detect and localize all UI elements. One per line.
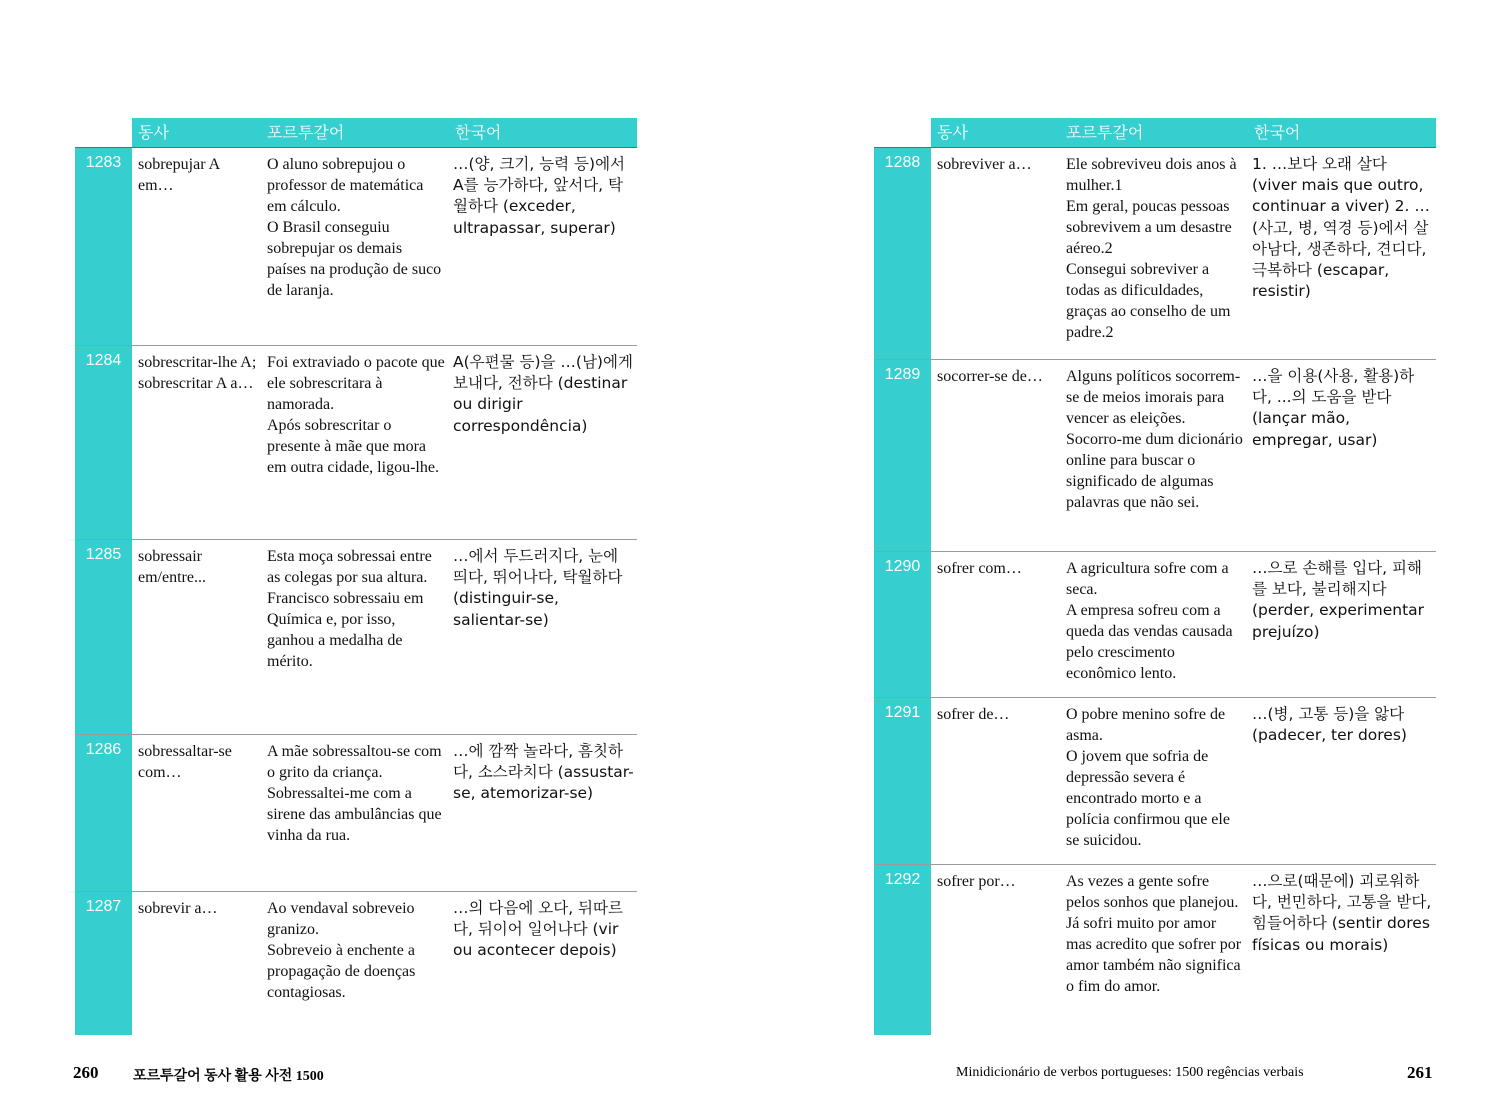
header-verb: 동사	[132, 118, 261, 147]
entry-examples	[261, 346, 449, 539]
verb-table-left	[75, 118, 637, 1035]
example-sentence: Em geral, poucas pessoas sobrevivem a um desastre aéreo.2	[1066, 198, 1232, 257]
table-row	[75, 734, 637, 891]
entry-examples	[1060, 148, 1248, 359]
table-row	[874, 697, 1436, 864]
header-verb: 동사	[931, 118, 1060, 147]
entry-number: 1283	[75, 148, 132, 345]
table-header	[874, 118, 1436, 148]
entry-verb: sofrer de…	[937, 706, 1010, 723]
example-sentence: Socorro-me dum dicionário online para buscar o significado de algumas palavras que não sei.	[1066, 431, 1243, 511]
page-number: 261	[1407, 1063, 1433, 1082]
entry-number: 1290	[874, 552, 931, 697]
entry-number: 1288	[874, 148, 931, 359]
entry-verb: sofrer por…	[937, 873, 1016, 890]
example-sentence: Esta moça sobressai entre as colegas por sua altura.	[267, 548, 432, 586]
table-row	[75, 148, 637, 345]
entry-verb: sobrevir a…	[138, 900, 218, 917]
example-sentence: O Brasil conseguiu sobrepujar os demais países na produção de suco de laranja.	[267, 219, 442, 299]
entry-number: 1284	[75, 346, 132, 539]
page-number: 260	[73, 1063, 99, 1082]
header-portuguese: 포르투갈어	[261, 118, 449, 147]
entry-verb: sobreviver a…	[937, 156, 1032, 173]
verb-table-right	[874, 118, 1436, 1035]
example-sentence: Consegui sobreviver a todas as dificuldades, graças ao conselho de um padre.2	[1066, 261, 1231, 341]
entry-number: 1285	[75, 540, 132, 734]
entry-examples	[261, 148, 449, 345]
entry-examples	[1060, 865, 1248, 1035]
entry-examples	[261, 735, 449, 891]
example-sentence: A mãe sobressaltou-se com o grito da criança.	[267, 743, 442, 781]
entry-korean: …(병, 고통 등)을 앓다 (padecer, ter dores)	[1252, 705, 1407, 745]
entry-verb: sofrer com…	[937, 560, 1022, 577]
entry-verb: sobrepujar A em…	[138, 156, 220, 194]
entry-examples	[261, 540, 449, 734]
header-portuguese: 포르투갈어	[1060, 118, 1248, 147]
entry-korean: …으로(때문에) 괴로워하다, 번민하다, 고통을 받다, 힘들어하다 (sentir dores físicas ou morais)	[1252, 872, 1432, 954]
example-sentence: Foi extraviado o pacote que ele sobrescritara à namorada.	[267, 354, 445, 413]
table-row	[75, 891, 637, 1035]
entry-number: 1287	[75, 892, 132, 1035]
example-sentence: Ele sobreviveu dois anos à mulher.1	[1066, 156, 1237, 194]
entry-examples	[1060, 360, 1248, 551]
entry-korean: …의 다음에 오다, 뒤따르다, 뒤이어 일어나다 (vir ou acontecer depois)	[453, 899, 623, 960]
entry-korean: …(양, 크기, 능력 등)에서 A를 능가하다, 앞서다, 탁월하다 (exceder, ultrapassar, superar)	[453, 155, 626, 237]
table-row	[75, 539, 637, 734]
entry-examples	[261, 892, 449, 1035]
table-header	[75, 118, 637, 148]
entry-korean: A(우편물 등)을 …(남)에게 보내다, 전하다 (destinar ou dirigir correspondência)	[453, 353, 633, 435]
running-footer-title: Minidicionário de verbos portugueses: 1500 regências verbais	[956, 1065, 1304, 1080]
entry-korean: …에 깜짝 놀라다, 흠칫하다, 소스라치다 (assustar-se, atemorizar-se)	[453, 742, 634, 803]
right-page	[756, 0, 1512, 1111]
table-row	[874, 359, 1436, 551]
example-sentence: O jovem que sofria de depressão severa é encontrado morto e a polícia confirmou que ele se suicidou.	[1066, 748, 1230, 849]
header-num-blank	[874, 118, 931, 147]
example-sentence: Sobreveio à enchente a propagação de doenças contagiosas.	[267, 942, 416, 1001]
example-sentence: O aluno sobrepujou o professor de matemática em cálculo.	[267, 156, 424, 215]
header-korean: 한국어	[449, 118, 637, 147]
example-sentence: Alguns políticos socorrem-se de meios imorais para vencer as eleições.	[1066, 368, 1241, 427]
entry-korean: …으로 손해를 입다, 피해를 보다, 불리해지다 (perder, experimentar prejuízo)	[1252, 559, 1425, 641]
table-row	[874, 148, 1436, 359]
entry-verb: socorrer-se de…	[937, 368, 1043, 385]
entry-korean: …에서 두드러지다, 눈에 띄다, 뛰어나다, 탁월하다 (distinguir-se, salientar-se)	[453, 547, 623, 629]
example-sentence: Sobressaltei-me com a sirene das ambulâncias que vinha da rua.	[267, 785, 442, 844]
entry-korean: …을 이용(사용, 활용)하다, ...의 도움을 받다 (lançar mão, empregar, usar)	[1252, 367, 1415, 449]
entry-korean: 1. …보다 오래 살다 (viver mais que outro, continuar a viver) 2. …(사고, 병, 역경 등)에서 살아남다, 생존하다, 견디다, 극복하다 (escapar, resistir)	[1252, 155, 1430, 301]
entry-examples	[1060, 698, 1248, 864]
table-row	[75, 345, 637, 539]
example-sentence: A empresa sofreu com a queda das vendas causada pelo crescimento econômico lento.	[1066, 602, 1233, 682]
running-footer-title: 포르투갈어 동사 활용 사전 1500	[133, 1069, 324, 1084]
header-korean: 한국어	[1248, 118, 1436, 147]
example-sentence: O pobre menino sofre de asma.	[1066, 706, 1226, 744]
table-row	[874, 864, 1436, 1035]
entry-verb: sobrescritar-lhe A; sobrescritar A a…	[138, 354, 257, 392]
example-sentence: Ao vendaval sobreveio granizo.	[267, 900, 415, 938]
example-sentence: Já sofri muito por amor mas acredito que sofrer por amor também não significa o fim do amor.	[1066, 915, 1242, 995]
example-sentence: A agricultura sofre com a seca.	[1066, 560, 1229, 598]
example-sentence: As vezes a gente sofre pelos sonhos que planejou.	[1066, 873, 1239, 911]
example-sentence: Após sobrescritar o presente à mãe que mora em outra cidade, ligou-lhe.	[267, 417, 439, 476]
entry-number: 1286	[75, 735, 132, 891]
entry-number: 1289	[874, 360, 931, 551]
table-row	[874, 551, 1436, 697]
entry-number: 1291	[874, 698, 931, 864]
entry-verb: sobressaltar-se com…	[138, 743, 232, 781]
entry-number: 1292	[874, 865, 931, 1035]
example-sentence: Francisco sobressaiu em Química e, por isso, ganhou a medalha de mérito.	[267, 590, 424, 670]
header-num-blank	[75, 118, 132, 147]
entry-verb: sobressair em/entre...	[138, 548, 206, 586]
entry-examples	[1060, 552, 1248, 697]
